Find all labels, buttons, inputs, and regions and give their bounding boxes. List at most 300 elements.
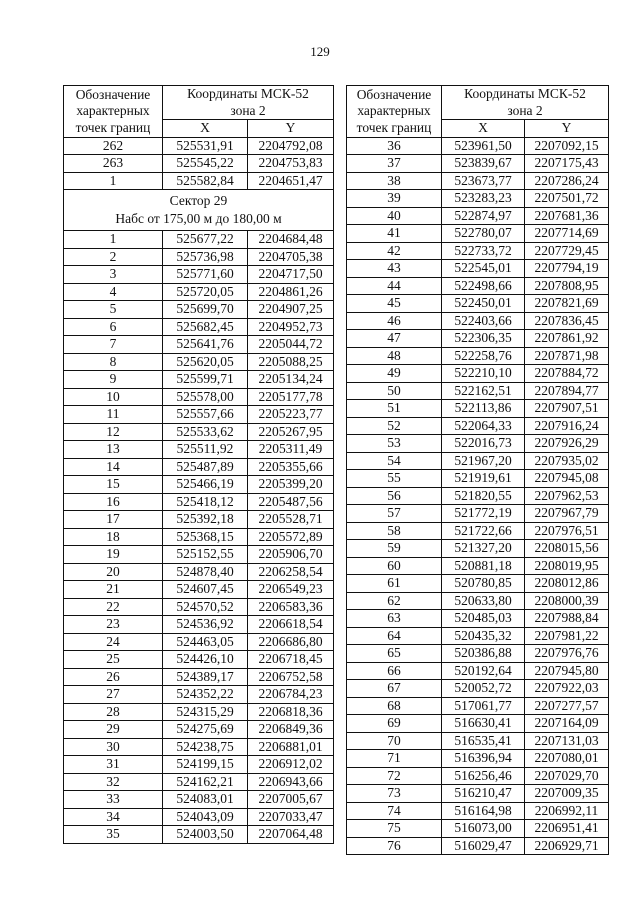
point-id-cell: 41 [347,225,442,243]
y-coordinate-cell: 2206618,54 [248,616,334,634]
point-id-cell: 63 [347,610,442,628]
sector-subtitle: Набс от 175,00 м до 180,00 м [115,211,282,226]
y-coordinate-cell: 2205088,25 [248,353,334,371]
table-row [347,487,609,505]
y-coordinate-cell: 2204705,38 [248,248,334,266]
y-coordinate-cell: 2204861,26 [248,283,334,301]
y-coordinate-cell: 2207009,35 [525,785,609,803]
table-row [347,750,609,768]
y-coordinate-cell: 2207277,57 [525,697,609,715]
point-id-cell: 54 [347,452,442,470]
point-id-cell: 74 [347,802,442,820]
x-coordinate-cell: 524607,45 [163,581,248,599]
y-coordinate-cell: 2207821,69 [525,295,609,313]
point-id-cell: 25 [64,651,163,669]
x-coordinate-cell: 525557,66 [163,406,248,424]
y-coordinate-cell: 2206881,01 [248,738,334,756]
x-coordinate-cell: 523839,67 [442,155,525,173]
point-id-cell: 9 [64,371,163,389]
table-row [64,791,334,809]
point-id-cell: 18 [64,528,163,546]
y-coordinate-cell: 2207794,19 [525,260,609,278]
point-id-cell: 47 [347,330,442,348]
y-coordinate-cell: 2207926,29 [525,435,609,453]
table-row [64,633,334,651]
point-id-cell: 75 [347,820,442,838]
point-id-cell: 76 [347,837,442,855]
table-row [64,686,334,704]
y-coordinate-cell: 2205487,56 [248,493,334,511]
coordinates-table-right [346,85,609,855]
y-coordinate-cell: 2205355,66 [248,458,334,476]
table-row [347,435,609,453]
x-coordinate-cell: 525545,22 [163,155,248,173]
y-coordinate-cell: 2207064,48 [248,826,334,844]
y-coordinate-cell: 2207907,51 [525,400,609,418]
point-id-cell: 53 [347,435,442,453]
y-coordinate-cell: 2207175,43 [525,155,609,173]
table-row [64,406,334,424]
table-row [64,738,334,756]
x-coordinate-cell: 525466,19 [163,476,248,494]
table-row [64,283,334,301]
table-row [64,493,334,511]
y-coordinate-cell: 2207967,79 [525,505,609,523]
sector-title: Сектор 29 [169,193,228,208]
x-coordinate-cell: 523961,50 [442,137,525,155]
table-row [64,563,334,581]
x-coordinate-cell: 521327,20 [442,540,525,558]
y-coordinate-cell: 2207916,24 [525,417,609,435]
point-id-cell: 26 [64,668,163,686]
point-id-cell: 44 [347,277,442,295]
y-coordinate-cell: 2206992,11 [525,802,609,820]
x-coordinate-cell: 524389,17 [163,668,248,686]
table-row [347,540,609,558]
point-id-cell: 73 [347,785,442,803]
table-row [347,470,609,488]
table-row [347,417,609,435]
x-coordinate-cell: 525720,05 [163,283,248,301]
point-id-cell: 59 [347,540,442,558]
point-id-cell: 58 [347,522,442,540]
x-coordinate-cell: 525620,05 [163,353,248,371]
x-coordinate-cell: 522403,66 [442,312,525,330]
point-id-cell: 15 [64,476,163,494]
x-coordinate-cell: 525599,71 [163,371,248,389]
point-id-cell: 39 [347,190,442,208]
x-coordinate-cell: 525677,22 [163,231,248,249]
y-coordinate-cell: 2205177,78 [248,388,334,406]
table-row [347,785,609,803]
x-coordinate-cell: 525578,00 [163,388,248,406]
x-coordinate-cell: 522162,51 [442,382,525,400]
table-row [64,826,334,844]
point-id-cell: 61 [347,575,442,593]
x-coordinate-cell: 524426,10 [163,651,248,669]
x-coordinate-cell: 521919,61 [442,470,525,488]
x-coordinate-cell: 525418,12 [163,493,248,511]
table-row [64,137,334,155]
point-id-cell: 1 [64,231,163,249]
x-coordinate-cell: 516396,94 [442,750,525,768]
x-header: X [163,120,248,138]
y-coordinate-cell: 2205906,70 [248,546,334,564]
table-row [64,266,334,284]
table-row [347,610,609,628]
table-row [64,458,334,476]
y-coordinate-cell: 2206951,41 [525,820,609,838]
table-row [64,172,334,190]
x-coordinate-cell: 520435,32 [442,627,525,645]
x-coordinate-cell: 522258,76 [442,347,525,365]
point-id-cell: 38 [347,172,442,190]
y-coordinate-cell: 2205572,89 [248,528,334,546]
x-coordinate-cell: 522545,01 [442,260,525,278]
table-row [347,172,609,190]
table-row [64,528,334,546]
x-coordinate-cell: 525736,98 [163,248,248,266]
table-row [347,680,609,698]
point-id-cell: 64 [347,627,442,645]
y-coordinate-cell: 2208019,95 [525,557,609,575]
x-coordinate-cell: 525682,45 [163,318,248,336]
point-id-cell: 14 [64,458,163,476]
col-label-header [347,86,442,138]
table-row [347,715,609,733]
y-coordinate-cell: 2207029,70 [525,767,609,785]
y-coordinate-cell: 2207962,53 [525,487,609,505]
y-coordinate-cell: 2207884,72 [525,365,609,383]
table-row [64,248,334,266]
point-id-cell: 262 [64,137,163,155]
x-coordinate-cell: 524003,50 [163,826,248,844]
point-id-cell: 43 [347,260,442,278]
point-id-cell: 29 [64,721,163,739]
table-row [347,662,609,680]
y-coordinate-cell: 2204792,08 [248,137,334,155]
y-coordinate-cell: 2207945,08 [525,470,609,488]
point-id-cell: 35 [64,826,163,844]
x-coordinate-cell: 524463,05 [163,633,248,651]
x-coordinate-cell: 516210,47 [442,785,525,803]
y-coordinate-cell: 2204684,48 [248,231,334,249]
point-id-cell: 20 [64,563,163,581]
y-coordinate-cell: 2208015,56 [525,540,609,558]
table-row [64,598,334,616]
point-id-cell: 27 [64,686,163,704]
point-id-cell: 34 [64,808,163,826]
point-id-cell: 12 [64,423,163,441]
table-row [64,581,334,599]
x-coordinate-cell: 520485,03 [442,610,525,628]
x-coordinate-cell: 524352,22 [163,686,248,704]
sector-cell [64,190,334,231]
y-coordinate-cell: 2205134,24 [248,371,334,389]
sector-row [64,190,334,231]
y-coordinate-cell: 2206258,54 [248,563,334,581]
x-coordinate-cell: 525531,91 [163,137,248,155]
x-coordinate-cell: 524878,40 [163,563,248,581]
x-coordinate-cell: 516535,41 [442,732,525,750]
x-coordinate-cell: 521967,20 [442,452,525,470]
x-coordinate-cell: 520633,80 [442,592,525,610]
y-coordinate-cell: 2205267,95 [248,423,334,441]
x-coordinate-cell: 522450,01 [442,295,525,313]
table-row [347,155,609,173]
y-coordinate-cell: 2206718,45 [248,651,334,669]
y-coordinate-cell: 2206818,36 [248,703,334,721]
x-coordinate-cell: 522874,97 [442,207,525,225]
col-label-line-1: Обозначение [75,86,151,102]
table-row [347,697,609,715]
table-row [64,155,334,173]
y-coordinate-cell: 2207976,76 [525,645,609,663]
x-coordinate-cell: 516029,47 [442,837,525,855]
x-coordinate-cell: 525771,60 [163,266,248,284]
x-coordinate-cell: 521722,66 [442,522,525,540]
point-id-cell: 60 [347,557,442,575]
y-coordinate-cell: 2207922,03 [525,680,609,698]
x-coordinate-cell: 524043,09 [163,808,248,826]
table-row [347,312,609,330]
table-row [347,627,609,645]
x-coordinate-cell: 520780,85 [442,575,525,593]
table-row [347,137,609,155]
point-id-cell: 6 [64,318,163,336]
table-row [347,732,609,750]
x-coordinate-cell: 521772,19 [442,505,525,523]
table-row [64,231,334,249]
point-id-cell: 21 [64,581,163,599]
y-coordinate-cell: 2207945,80 [525,662,609,680]
point-id-cell: 51 [347,400,442,418]
coords-title-line-2: зона 2 [230,102,266,118]
x-coordinate-cell: 525582,84 [163,172,248,190]
x-coordinate-cell: 524275,69 [163,721,248,739]
point-id-cell: 48 [347,347,442,365]
point-id-cell: 4 [64,283,163,301]
table-row [347,277,609,295]
x-coordinate-cell: 524536,92 [163,616,248,634]
point-id-cell: 56 [347,487,442,505]
table-row [64,423,334,441]
point-id-cell: 30 [64,738,163,756]
x-coordinate-cell: 525368,15 [163,528,248,546]
table-row [347,557,609,575]
y-coordinate-cell: 2208000,39 [525,592,609,610]
point-id-cell: 68 [347,697,442,715]
col-label-line-2: характерных [357,103,431,118]
y-coordinate-cell: 2207681,36 [525,207,609,225]
table-row [347,400,609,418]
point-id-cell: 69 [347,715,442,733]
point-id-cell: 19 [64,546,163,564]
y-coordinate-cell: 2204952,73 [248,318,334,336]
point-id-cell: 62 [347,592,442,610]
x-coordinate-cell: 522306,35 [442,330,525,348]
col-label-line-2: характерных [76,103,150,118]
y-coordinate-cell: 2207080,01 [525,750,609,768]
x-coordinate-cell: 520881,18 [442,557,525,575]
coords-header [442,86,609,120]
table-row [347,767,609,785]
y-coordinate-cell: 2207164,09 [525,715,609,733]
y-coordinate-cell: 2207871,98 [525,347,609,365]
table-row [64,441,334,459]
y-coordinate-cell: 2206784,23 [248,686,334,704]
y-coordinate-cell: 2204651,47 [248,172,334,190]
table-row [347,452,609,470]
table-row [64,703,334,721]
x-coordinate-cell: 522113,86 [442,400,525,418]
table-row [347,575,609,593]
table-row [64,668,334,686]
point-id-cell: 72 [347,767,442,785]
y-coordinate-cell: 2205044,72 [248,336,334,354]
x-coordinate-cell: 522016,73 [442,435,525,453]
x-coordinate-cell: 524570,52 [163,598,248,616]
y-coordinate-cell: 2206912,02 [248,756,334,774]
table-row [64,371,334,389]
y-coordinate-cell: 2207861,92 [525,330,609,348]
table-row [64,773,334,791]
y-coordinate-cell: 2207981,22 [525,627,609,645]
point-id-cell: 28 [64,703,163,721]
y-coordinate-cell: 2207976,51 [525,522,609,540]
x-coordinate-cell: 520192,64 [442,662,525,680]
y-coordinate-cell: 2206849,36 [248,721,334,739]
x-coordinate-cell: 524315,29 [163,703,248,721]
coords-header [163,86,334,120]
y-coordinate-cell: 2204753,83 [248,155,334,173]
x-coordinate-cell: 525641,76 [163,336,248,354]
table-row [64,388,334,406]
x-coordinate-cell: 525511,92 [163,441,248,459]
y-coordinate-cell: 2207286,24 [525,172,609,190]
y-coordinate-cell: 2207005,67 [248,791,334,809]
coords-title-line-1: Координаты МСК-52 [464,86,586,101]
x-coordinate-cell: 523283,23 [442,190,525,208]
x-coordinate-cell: 525487,89 [163,458,248,476]
page-number: 129 [310,44,330,59]
x-coordinate-cell: 525699,70 [163,301,248,319]
point-id-cell: 49 [347,365,442,383]
point-id-cell: 31 [64,756,163,774]
x-coordinate-cell: 521820,55 [442,487,525,505]
x-coordinate-cell: 520386,88 [442,645,525,663]
point-id-cell: 2 [64,248,163,266]
table-row [347,522,609,540]
y-coordinate-cell: 2206929,71 [525,837,609,855]
point-id-cell: 50 [347,382,442,400]
table-row [347,347,609,365]
table-row [347,190,609,208]
x-coordinate-cell: 525533,62 [163,423,248,441]
y-coordinate-cell: 2205311,49 [248,441,334,459]
x-coordinate-cell: 525392,18 [163,511,248,529]
x-coordinate-cell: 524162,21 [163,773,248,791]
point-id-cell: 37 [347,155,442,173]
x-coordinate-cell: 525152,55 [163,546,248,564]
table-row [64,616,334,634]
table-row [64,353,334,371]
table-row [64,808,334,826]
y-coordinate-cell: 2205223,77 [248,406,334,424]
coordinates-table-left [63,85,334,844]
y-coordinate-cell: 2207808,95 [525,277,609,295]
y-coordinate-cell: 2208012,86 [525,575,609,593]
col-label-line-3: точек границ [356,119,432,135]
table-row [64,318,334,336]
table-row [347,207,609,225]
point-id-cell: 71 [347,750,442,768]
table-row [64,336,334,354]
table-row [347,242,609,260]
table-row [347,365,609,383]
point-id-cell: 1 [64,172,163,190]
y-header: Y [525,120,609,138]
table-row [347,802,609,820]
x-coordinate-cell: 522498,66 [442,277,525,295]
point-id-cell: 24 [64,633,163,651]
point-id-cell: 10 [64,388,163,406]
y-coordinate-cell: 2206549,23 [248,581,334,599]
col-label-line-3: точек границ [75,119,151,135]
point-id-cell: 11 [64,406,163,424]
point-id-cell: 7 [64,336,163,354]
y-coordinate-cell: 2207836,45 [525,312,609,330]
table-row [64,756,334,774]
col-label-header [64,86,163,138]
point-id-cell: 8 [64,353,163,371]
x-coordinate-cell: 520052,72 [442,680,525,698]
point-id-cell: 70 [347,732,442,750]
table-row [64,721,334,739]
y-coordinate-cell: 2207131,03 [525,732,609,750]
x-coordinate-cell: 523673,77 [442,172,525,190]
x-coordinate-cell: 522733,72 [442,242,525,260]
point-id-cell: 17 [64,511,163,529]
point-id-cell: 16 [64,493,163,511]
point-id-cell: 57 [347,505,442,523]
y-header: Y [248,120,334,138]
table-row [64,476,334,494]
y-coordinate-cell: 2204907,25 [248,301,334,319]
y-coordinate-cell: 2206583,36 [248,598,334,616]
y-coordinate-cell: 2207033,47 [248,808,334,826]
point-id-cell: 52 [347,417,442,435]
table-row [347,645,609,663]
point-id-cell: 65 [347,645,442,663]
point-id-cell: 13 [64,441,163,459]
table-row [347,260,609,278]
table-row [347,225,609,243]
y-coordinate-cell: 2207935,02 [525,452,609,470]
x-coordinate-cell: 516256,46 [442,767,525,785]
table-row [347,820,609,838]
y-coordinate-cell: 2205528,71 [248,511,334,529]
x-coordinate-cell: 522210,10 [442,365,525,383]
point-id-cell: 36 [347,137,442,155]
point-id-cell: 42 [347,242,442,260]
point-id-cell: 46 [347,312,442,330]
table-row [64,651,334,669]
point-id-cell: 263 [64,155,163,173]
point-id-cell: 22 [64,598,163,616]
table-row [347,592,609,610]
x-coordinate-cell: 516073,00 [442,820,525,838]
